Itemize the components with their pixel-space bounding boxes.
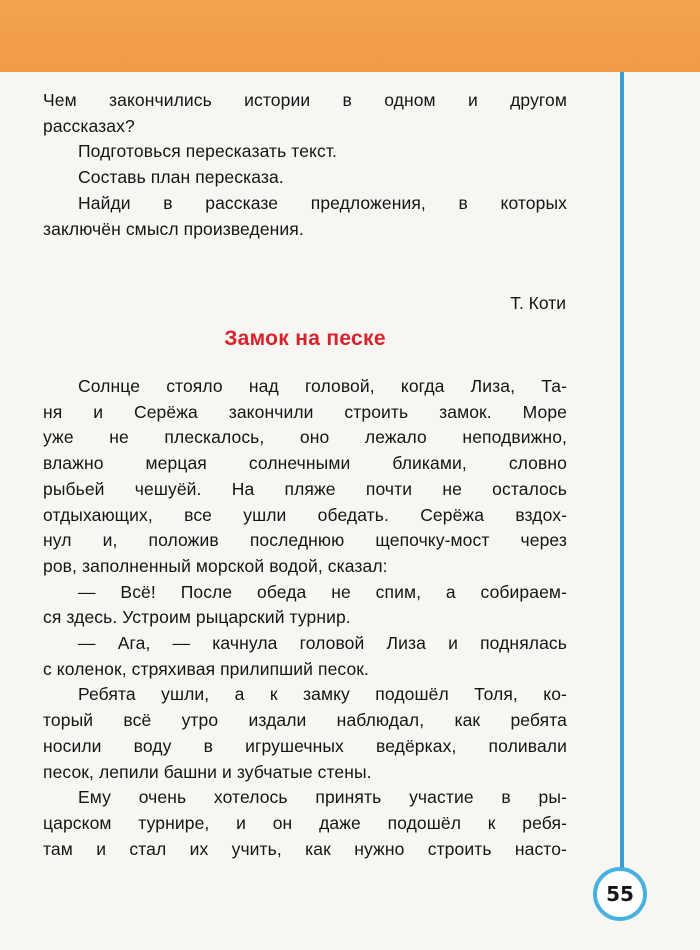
prompt-line: заключён смысл произведения.: [43, 218, 304, 239]
story-line: песок, лепили башни и зубчатые стены.: [43, 761, 372, 782]
story-line: ров, заполненный морской водой, сказал:: [43, 555, 388, 576]
story-line: носили воду в игрушечных ведёрках, поливали: [43, 735, 567, 756]
prompt-line: Подготовься пересказать текст.: [78, 141, 337, 162]
story-line: ня и Серёжа закончили строить замок. Море: [43, 401, 567, 422]
author-name: Т. Коти: [510, 293, 566, 313]
question-line: Чем закончились истории в одном и другом: [43, 90, 567, 110]
page-number-badge: 55: [593, 867, 647, 921]
story-line: там и стал их учить, как нужно строить насто-: [43, 838, 567, 859]
story-line: нул и, положив последнюю щепочку-мост через: [43, 530, 567, 551]
margin-rule: [620, 72, 624, 872]
story-line: торый всё утро издали наблюдал, как ребята: [43, 710, 567, 731]
story-line: влажно мерцая солнечными бликами, словно: [43, 453, 567, 474]
question-line: рассказах?: [43, 115, 135, 136]
story-line: отдыхающих, все ушли обедать. Серёжа вздох-: [43, 504, 567, 525]
prompt-line: Составь план пересказа.: [78, 167, 284, 188]
story-line: с коленок, стряхивая прилипший песок.: [43, 658, 370, 679]
story-line: царском турнире, и он даже подошёл к ребя-: [43, 812, 567, 833]
story-line: уже не плескалось, оно лежало неподвижно,: [43, 427, 567, 448]
header-band: [0, 0, 700, 72]
story-line: рыбьей чешуёй. На пляже почти не осталось: [43, 478, 567, 499]
story-line: — Всё! После обеда не спим, а собираем-: [78, 581, 567, 602]
question-block: [43, 88, 567, 242]
prompt-line: Найди в рассказе предложения, в которых: [78, 192, 567, 213]
story-text: [43, 374, 567, 862]
story-line: — Ага, — качнула головой Лиза и поднялась: [78, 633, 567, 654]
story-title: Замок на песке: [224, 327, 386, 350]
story-line: Солнце стояло над головой, когда Лиза, Та-: [78, 376, 567, 396]
story-line: Ребята ушли, а к замку подошёл Толя, ко-: [78, 684, 567, 705]
story-line: Ему очень хотелось принять участие в ры-: [78, 787, 567, 808]
story-line: ся здесь. Устроим рыцарский турнир.: [43, 607, 351, 628]
